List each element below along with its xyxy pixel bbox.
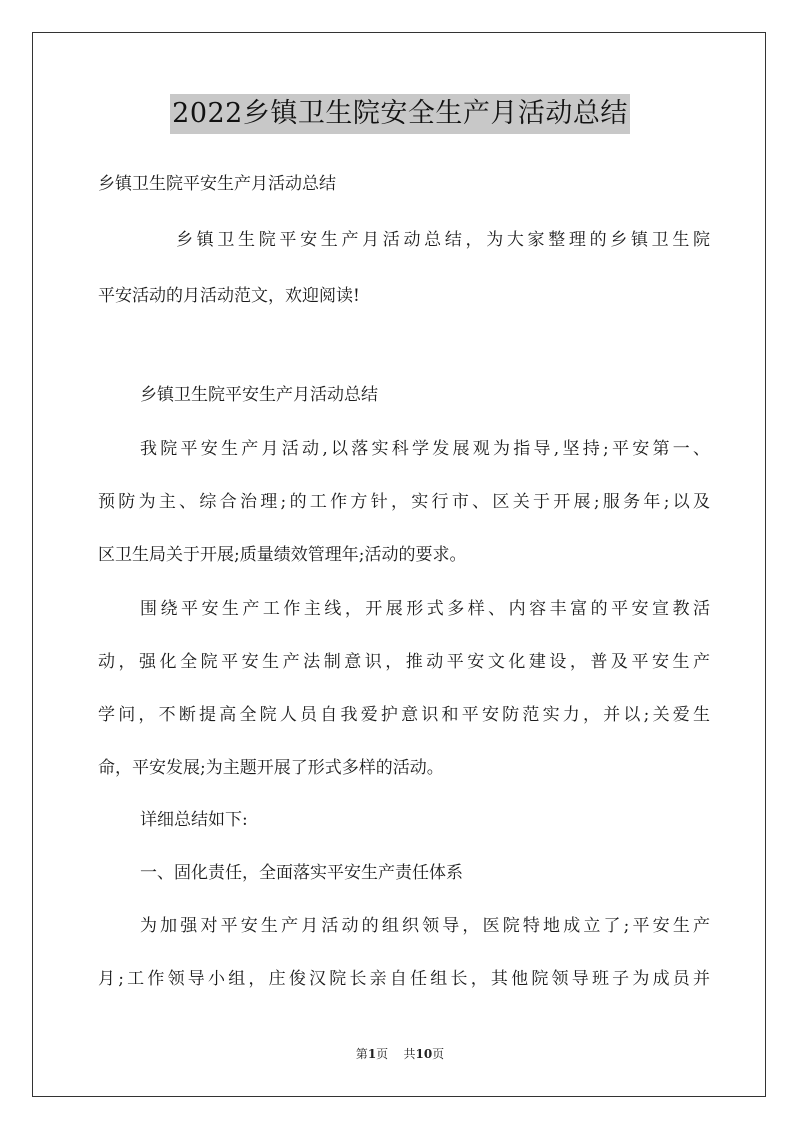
footer-page-prefix: 第	[355, 1047, 368, 1061]
paragraph-3-line-1: 详细总结如下:	[140, 810, 248, 830]
paragraph-2-line-4: 命，平安发展;为主题开展了形式多样的活动。	[98, 758, 444, 778]
footer-page-number: 1	[367, 1047, 377, 1061]
section-heading: 乡镇卫生院平安生产月活动总结	[140, 385, 378, 405]
paragraph-1-line-1: 我院平安生产月活动,以落实科学发展观为指导,坚持;平安第一、	[140, 439, 710, 459]
footer-page-suffix: 页	[376, 1047, 389, 1061]
heading-1: 一、固化责任，全面落实平安生产责任体系	[140, 863, 463, 883]
subtitle: 乡镇卫生院平安生产月活动总结	[98, 174, 336, 194]
paragraph-1-line-3: 区卫生局关于开展;质量绩效管理年;活动的要求。	[98, 545, 467, 565]
footer-total-prefix: 共	[403, 1047, 416, 1061]
paragraph-2-line-3: 学问，不断提高全院人员自我爱护意识和平安防范实力，并以;关爱生	[98, 705, 710, 725]
paragraph-2-line-2: 动，强化全院平安生产法制意识，推动平安文化建设，普及平安生产	[98, 652, 710, 672]
document-title: 2022乡镇卫生院安全生产月活动总结	[170, 94, 630, 134]
paragraph-1-line-2: 预防为主、综合治理;的工作方针，实行市、区关于开展;服务年;以及	[98, 492, 710, 512]
paragraph-4-line-1: 为加强对平安生产月活动的组织领导，医院特地成立了;平安生产	[140, 916, 710, 936]
page-footer	[0, 1045, 800, 1062]
intro-line-2: 平安活动的月活动范文，欢迎阅读!	[98, 286, 360, 306]
footer-total-suffix: 页	[432, 1047, 445, 1061]
paragraph-4-line-2: 月;工作领导小组，庄俊汉院长亲自任组长，其他院领导班子为成员并	[98, 969, 710, 989]
intro-line-1: 乡镇卫生院平安生产月活动总结，为大家整理的乡镇卫生院	[176, 230, 710, 250]
title-container	[0, 94, 800, 134]
footer-total-pages: 10	[415, 1047, 433, 1061]
paragraph-2-line-1: 围绕平安生产工作主线，开展形式多样、内容丰富的平安宣教活	[140, 599, 710, 619]
